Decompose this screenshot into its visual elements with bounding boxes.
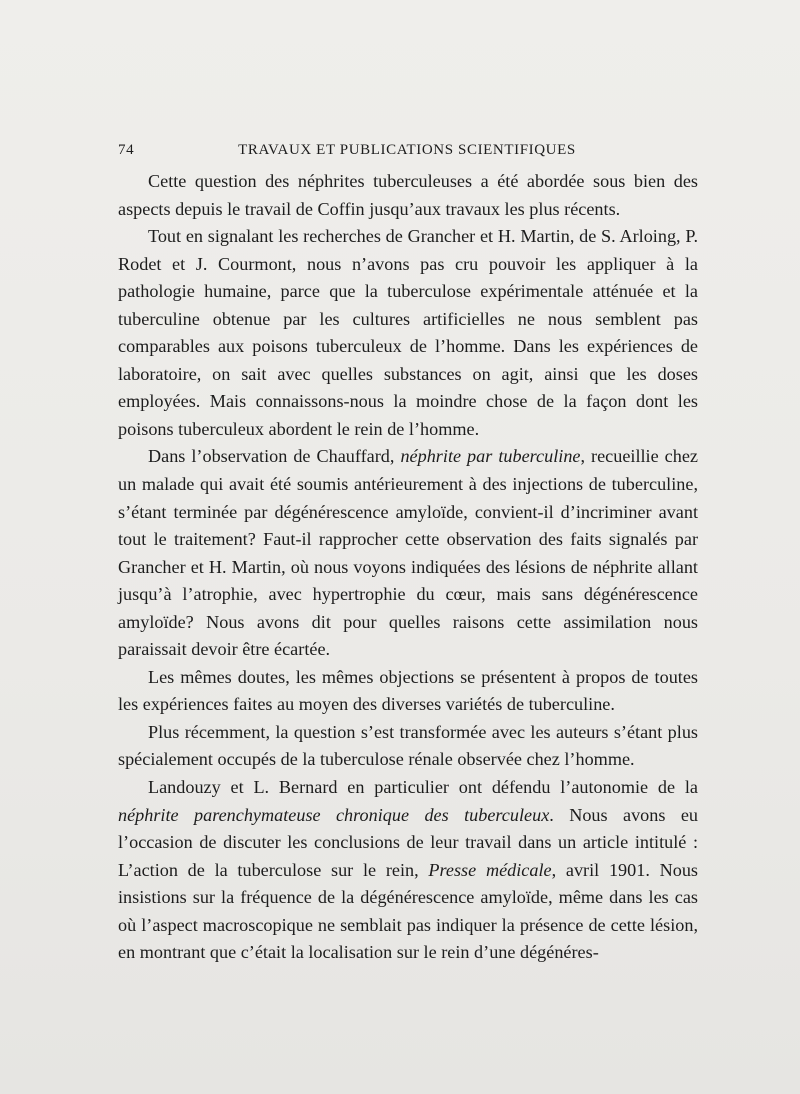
paragraph [118,443,698,663]
paragraph-text: , recueillie chez un malade qui avait été soumis antérieurement à des injections de tuberculine, s’étant terminée par dégénérescence amyloïde, convient-il d’incriminer avant tout le traitement? Faut-il rapprocher cette observation des faits signalés par Grancher et H. Martin, où nous voyons indiquées des lésions de néphrite allant jusqu’à l’atrophie, avec hypertrophie du cœur, mais sans dégénérescence amyloïde? Nous avons dit pour quelles raisons cette assimilation nous paraissait devoir être écartée. [118,446,698,660]
paragraph: Tout en signalant les recherches de Grancher et H. Martin, de S. Arloing, P. Rodet et J. Courmont, nous n’avons pas cru pouvoir les appliquer à la pathologie humaine, parce que la tuberculose expérimentale atténuée et la tuberculine obtenue par les cultures artificielles ne nous semblent pas comparables aux poisons tuberculeux de l’homme. Dans les expériences de laboratoire, on sait avec quelles substances on agit, ainsi que les doses employées. Mais connaissons-nous la moindre chose de la façon dont les poisons tuberculeux abordent le rein de l’homme. [118,226,698,439]
italic-term: néphrite parenchymateuse chronique des tuberculeux [118,804,550,825]
paragraph-text: . Nous avons eu l’occasion de discuter les conclusions de leur travail dans un article intitulé : L’action de la tuberculose sur le rein, [118,804,698,880]
paragraph-text: Landouzy et L. Bernard en particulier ont défendu l’autonomie de la [148,777,698,798]
paragraph [118,774,698,967]
paragraph: Les mêmes doutes, les mêmes objections se présentent à propos de toutes les expériences faites au moyen des diverses variétés de tuberculine. [118,666,698,715]
paragraph: Plus récemment, la question s’est transformée avec les auteurs s’étant plus spécialement occupés de la tuberculose rénale observée chez l’homme. [118,721,698,770]
italic-term: néphrite par tuberculine [400,446,581,467]
body-text [118,168,698,967]
paragraph: Cette question des néphrites tuberculeuses a été abordée sous bien des aspects depuis le travail de Coffin jusqu’aux travaux les plus récents. [118,171,698,219]
page-header [118,140,696,168]
italic-term: Presse médicale [428,859,552,880]
paragraph-text: Dans l’observation de Chauffard, [148,446,401,467]
running-title: TRAVAUX ET PUBLICATIONS SCIENTIFIQUES [238,142,576,158]
paragraph-text: , avril 1901. Nous insistions sur la fréquence de la dégénérescence amyloïde, même dans les cas où l’aspect macroscopique ne semblait pas indiquer la présence de cette lésion, en montrant que c’était la localisation sur le rein d’une dégénéres- [118,859,698,963]
page-number: 74 [118,142,135,158]
